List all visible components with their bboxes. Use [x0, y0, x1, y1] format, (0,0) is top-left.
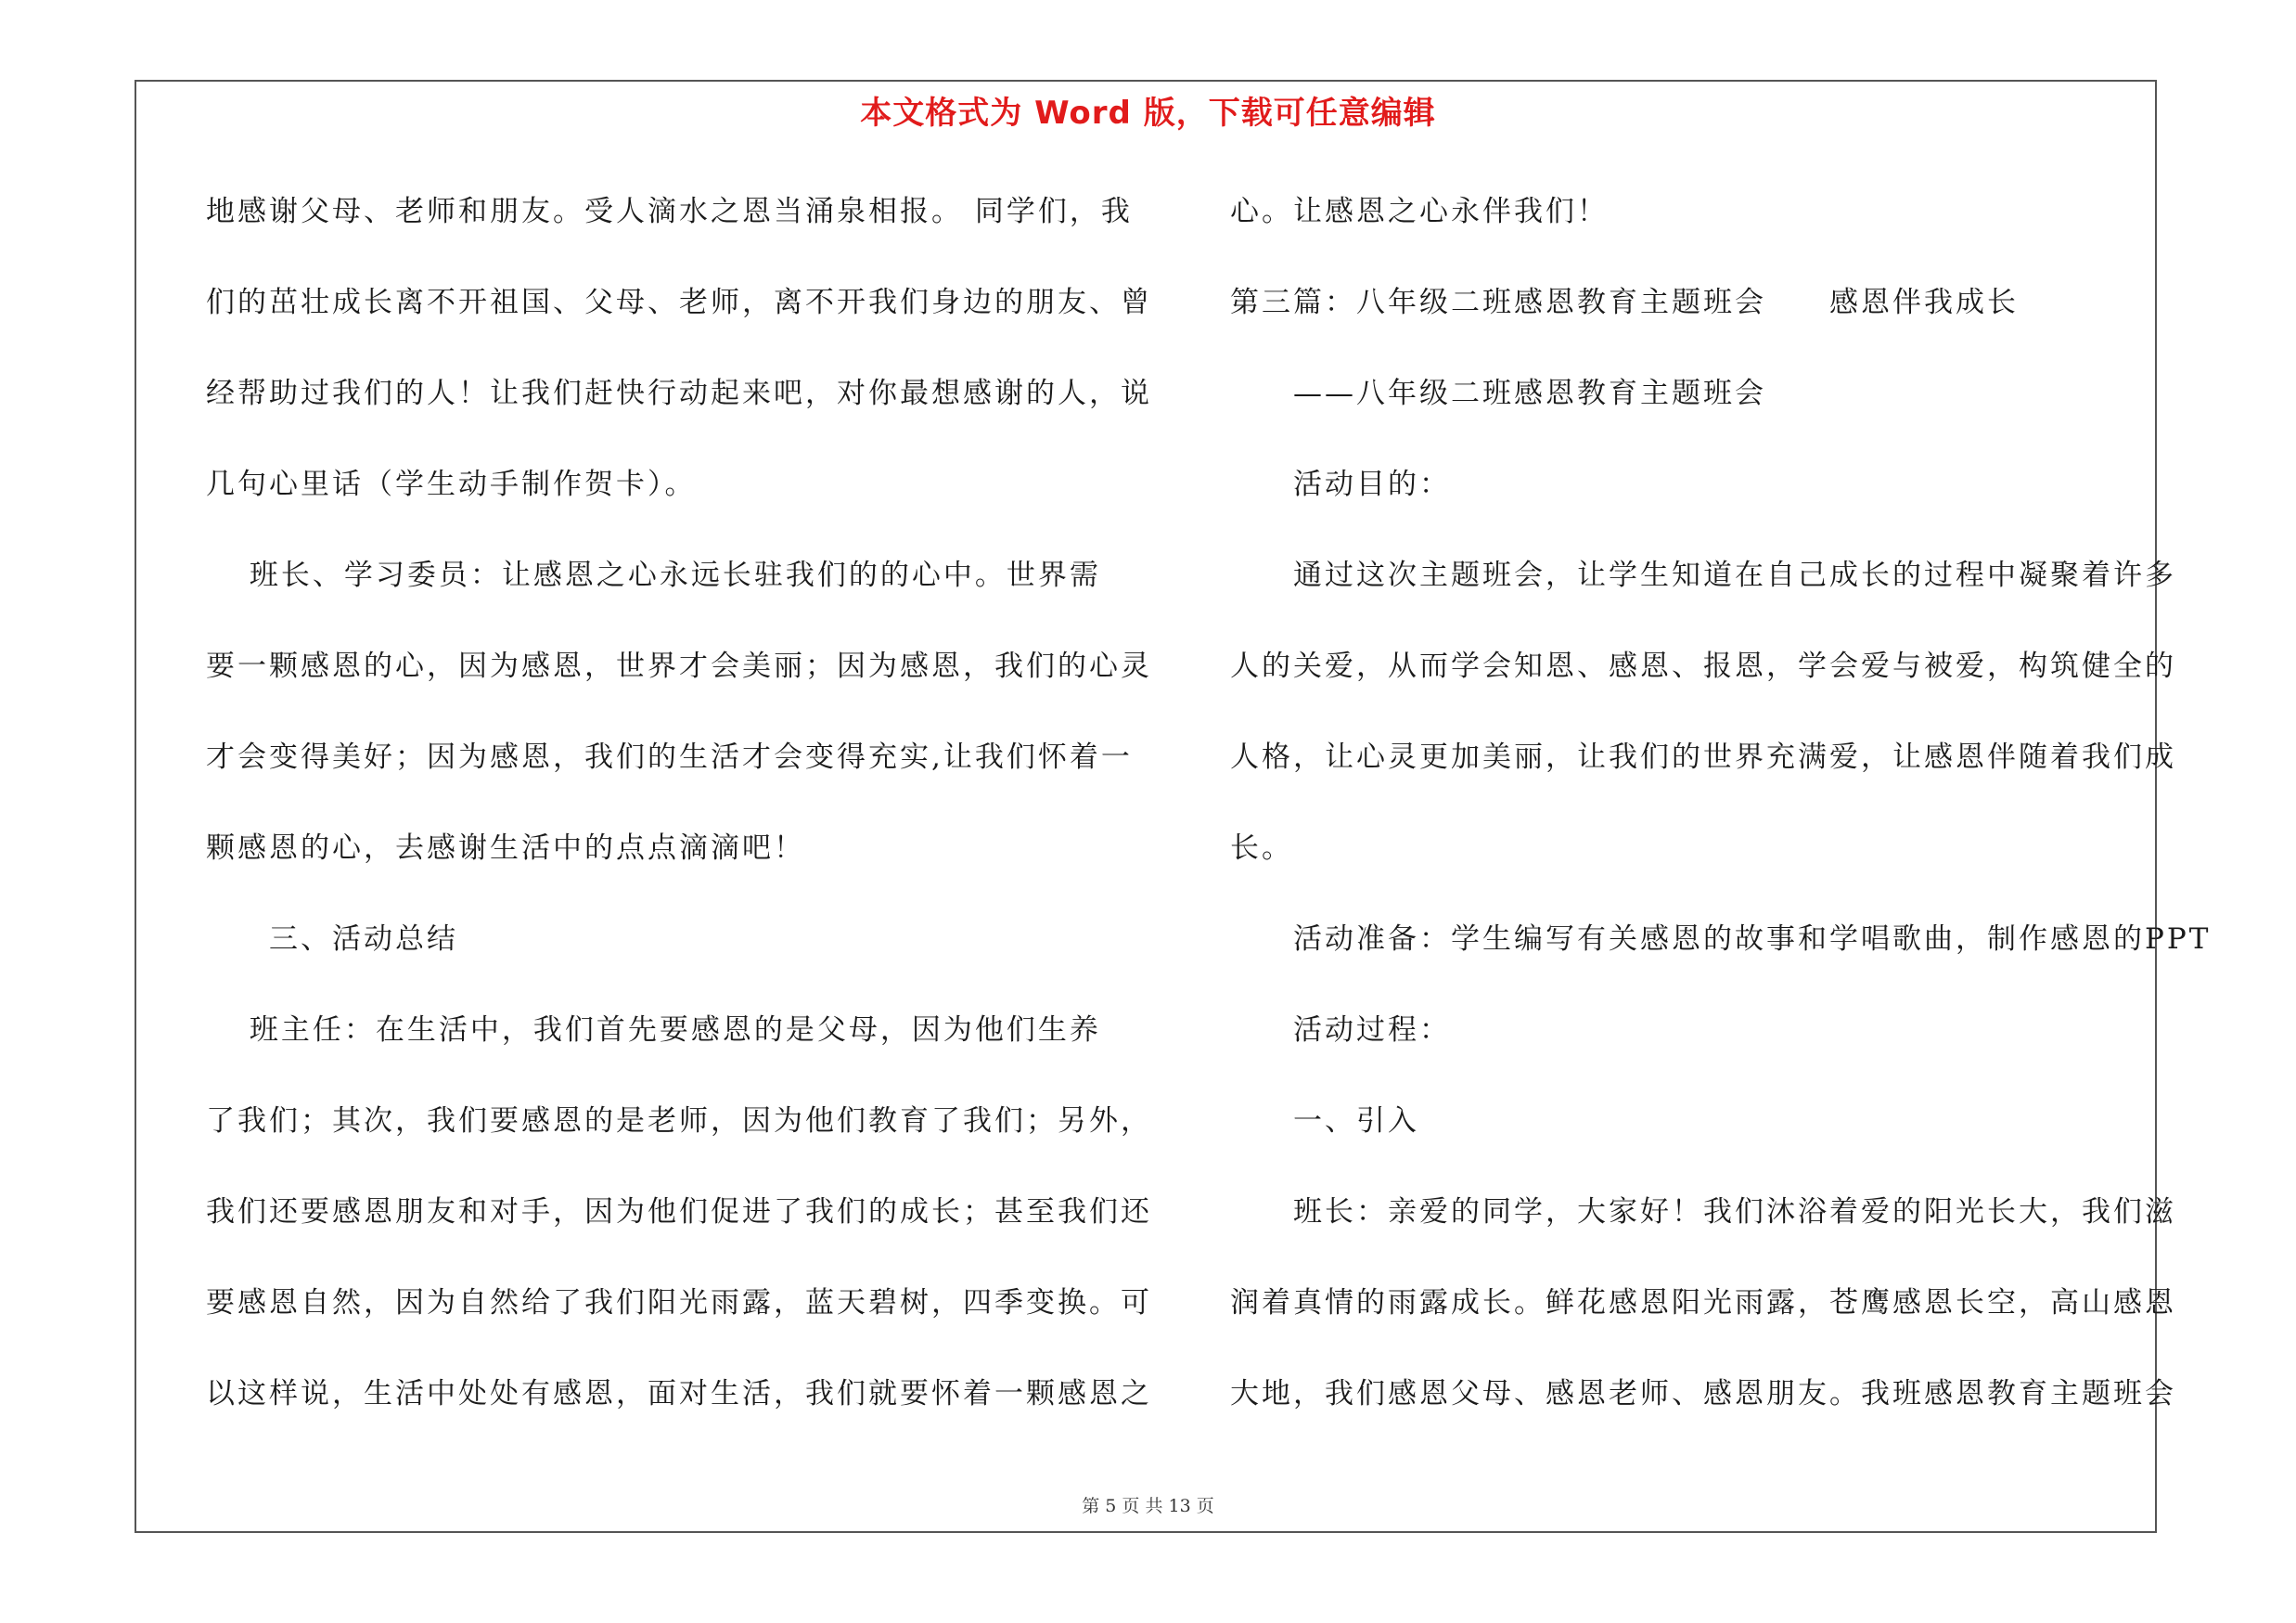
section-heading: 活动过程：: [1230, 1013, 1451, 1047]
text-line: 才会变得美好；因为感恩，我们的生活才会变得充实,让我们怀着一: [206, 741, 1133, 774]
text-line: 活动准备：学生编写有关感恩的故事和学唱歌曲，制作感恩的PPT: [1230, 922, 2212, 956]
text-line: 地感谢父母、老师和朋友。受人滴水之恩当涌泉相报。 同学们，我: [206, 195, 1133, 228]
section-heading: 一、引入: [1230, 1104, 1419, 1138]
text-line: 我们还要感恩朋友和对手，因为他们促进了我们的成长；甚至我们还: [206, 1195, 1152, 1229]
section-heading: 活动目的：: [1230, 468, 1451, 501]
text-line: 几句心里话（学生动手制作贺卡）。: [206, 468, 697, 501]
text-line: 颗感恩的心，去感谢生活中的点点滴滴吧！: [206, 831, 805, 865]
right-text-column: [1230, 184, 2212, 1457]
format-notice-banner: 本文格式为 Word 版，下载可任意编辑: [860, 95, 1436, 132]
section-heading: 三、活动总结: [206, 922, 458, 956]
text-line: 大地，我们感恩父母、感恩老师、感恩朋友。我班感恩教育主题班会: [1230, 1377, 2176, 1410]
page-number-footer: 第 5 页 共 13 页: [1082, 1496, 1214, 1516]
text-line: 人格，让心灵更加美丽，让我们的世界充满爱，让感恩伴随着我们成: [1230, 741, 2176, 774]
text-line: 润着真情的雨露成长。鲜花感恩阳光雨露，苍鹰感恩长空，高山感恩: [1230, 1286, 2176, 1320]
text-line: 经帮助过我们的人！让我们赶快行动起来吧，对你最想感谢的人，说: [206, 377, 1152, 410]
left-text-column: [206, 184, 1152, 1457]
text-line: 要感恩自然，因为自然给了我们阳光雨露，蓝天碧树，四季变换。可: [206, 1286, 1152, 1320]
text-line: 心。让感恩之心永伴我们！: [1230, 195, 1609, 228]
article-subtitle: ——八年级二班感恩教育主题班会: [1230, 377, 1766, 410]
text-line: 们的茁壮成长离不开祖国、父母、老师，离不开我们身边的朋友、曾: [206, 286, 1152, 319]
text-line: 通过这次主题班会，让学生知道在自己成长的过程中凝聚着许多: [1230, 559, 2176, 592]
text-line: 要一颗感恩的心，因为感恩，世界才会美丽；因为感恩，我们的心灵: [206, 650, 1152, 683]
text-line: 班长：亲爱的同学，大家好！我们沐浴着爱的阳光长大，我们滋: [1230, 1195, 2176, 1229]
article-title: 第三篇：八年级二班感恩教育主题班会 感恩伴我成长: [1230, 286, 2019, 319]
text-line: 班长、学习委员：让感恩之心永远长驻我们的的心中。世界需: [206, 559, 1101, 592]
text-line: 了我们；其次，我们要感恩的是老师，因为他们教育了我们；另外，: [206, 1104, 1152, 1138]
text-line: 人的关爱，从而学会知恩、感恩、报恩，学会爱与被爱，构筑健全的: [1230, 650, 2176, 683]
text-line: 以这样说，生活中处处有感恩，面对生活，我们就要怀着一颗感恩之: [206, 1377, 1152, 1410]
text-line: 班主任：在生活中，我们首先要感恩的是父母，因为他们生养: [206, 1013, 1101, 1047]
text-line: 长。: [1230, 831, 1293, 865]
